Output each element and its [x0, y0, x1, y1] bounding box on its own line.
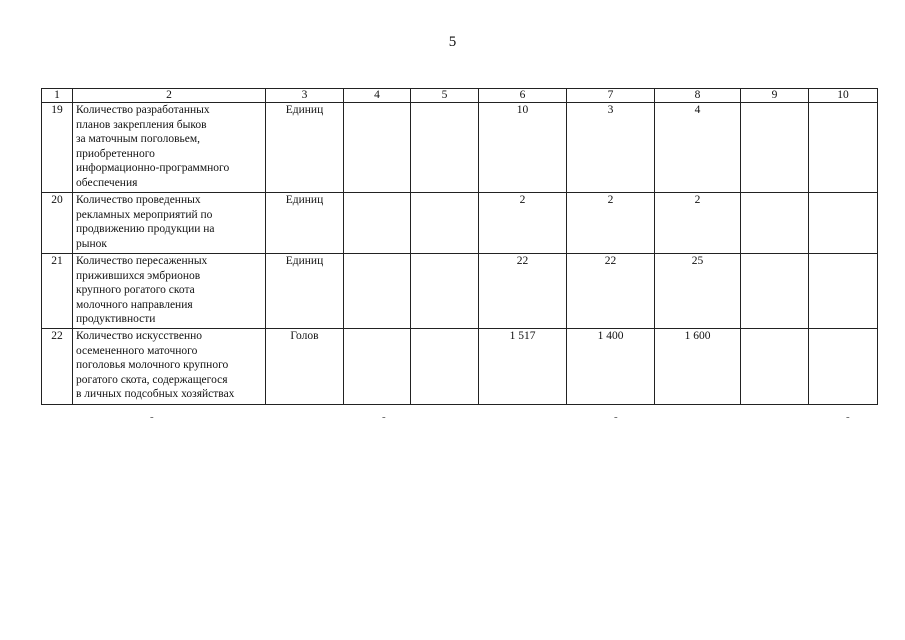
indicator-name	[73, 193, 266, 254]
text-line: рогатого скота, содержащегося	[76, 373, 228, 386]
cell-col-8: 4	[655, 103, 741, 193]
cell-col-5	[411, 254, 479, 329]
cell-col-8: 2	[655, 193, 741, 254]
cell-col-10	[809, 103, 878, 193]
text-line: информационно-программного	[76, 162, 230, 175]
text-line: крупного рогатого скота	[76, 284, 195, 297]
cell-col-4	[344, 103, 411, 193]
indicator-name	[73, 103, 266, 193]
text-line: приобретенного	[76, 147, 155, 160]
cell-col-6: 22	[479, 254, 567, 329]
text-line: в личных подсобных хозяйствах	[76, 388, 235, 401]
column-header-8: 8	[655, 89, 741, 103]
unit-cell: Единиц	[266, 193, 344, 254]
table-row	[42, 254, 878, 329]
unit-cell: Голов	[266, 329, 344, 405]
text-line: обеспечения	[76, 176, 138, 189]
footer-dash: -	[614, 411, 618, 423]
column-header-6: 6	[479, 89, 567, 103]
cell-col-9	[741, 193, 809, 254]
indicator-name	[73, 329, 266, 405]
cell-col-10	[809, 329, 878, 405]
footer-dash: -	[846, 411, 850, 423]
text-line: рынок	[76, 237, 107, 250]
text-line: за маточным поголовьем,	[76, 133, 201, 146]
text-line: продуктивности	[76, 313, 156, 326]
cell-col-9	[741, 254, 809, 329]
cell-col-6: 10	[479, 103, 567, 193]
unit-cell: Единиц	[266, 254, 344, 329]
text-line: Количество искусственно	[76, 330, 203, 342]
row-number: 22	[42, 329, 73, 405]
text-line: Количество разработанных	[76, 104, 210, 116]
row-number: 19	[42, 103, 73, 193]
column-header-2: 2	[73, 89, 266, 103]
table-row	[42, 329, 878, 405]
footer-dash: -	[150, 411, 154, 423]
column-header-1: 1	[42, 89, 73, 103]
column-header-5: 5	[411, 89, 479, 103]
cell-col-7: 3	[567, 103, 655, 193]
cell-col-10	[809, 193, 878, 254]
page-number: 5	[448, 34, 457, 50]
unit-cell: Единиц	[266, 103, 344, 193]
text-line: прижившихся эмбрионов	[76, 269, 201, 282]
table-row	[42, 193, 878, 254]
cell-col-5	[411, 329, 479, 405]
text-line: рекламных мероприятий по	[76, 208, 213, 221]
cell-col-7: 22	[567, 254, 655, 329]
cell-col-7: 2	[567, 193, 655, 254]
cell-col-9	[741, 103, 809, 193]
column-header-9: 9	[741, 89, 809, 103]
cell-col-5	[411, 103, 479, 193]
row-number: 20	[42, 193, 73, 254]
text-line: Количество проведенных	[76, 194, 201, 206]
footer-dash: -	[382, 411, 386, 423]
text-line: молочного направления	[76, 298, 193, 311]
row-number: 21	[42, 254, 73, 329]
header-row	[42, 89, 878, 103]
cell-col-4	[344, 329, 411, 405]
text-line: продвижению продукции на	[76, 223, 215, 236]
column-header-10: 10	[809, 89, 878, 103]
cell-col-4	[344, 193, 411, 254]
column-header-3: 3	[266, 89, 344, 103]
text-line: поголовья молочного крупного	[76, 359, 229, 372]
cell-col-5	[411, 193, 479, 254]
cell-col-8: 25	[655, 254, 741, 329]
indicator-name	[73, 254, 266, 329]
cell-col-8: 1 600	[655, 329, 741, 405]
cell-col-6: 2	[479, 193, 567, 254]
column-header-7: 7	[567, 89, 655, 103]
text-line: планов закрепления быков	[76, 118, 207, 131]
cell-col-10	[809, 254, 878, 329]
column-header-4: 4	[344, 89, 411, 103]
table-row	[42, 103, 878, 193]
text-line: Количество пересаженных	[76, 255, 208, 267]
cell-col-4	[344, 254, 411, 329]
cell-col-6: 1 517	[479, 329, 567, 405]
cell-col-7: 1 400	[567, 329, 655, 405]
cell-col-9	[741, 329, 809, 405]
indicators-table	[41, 88, 878, 405]
text-line: осемененного маточного	[76, 344, 198, 357]
